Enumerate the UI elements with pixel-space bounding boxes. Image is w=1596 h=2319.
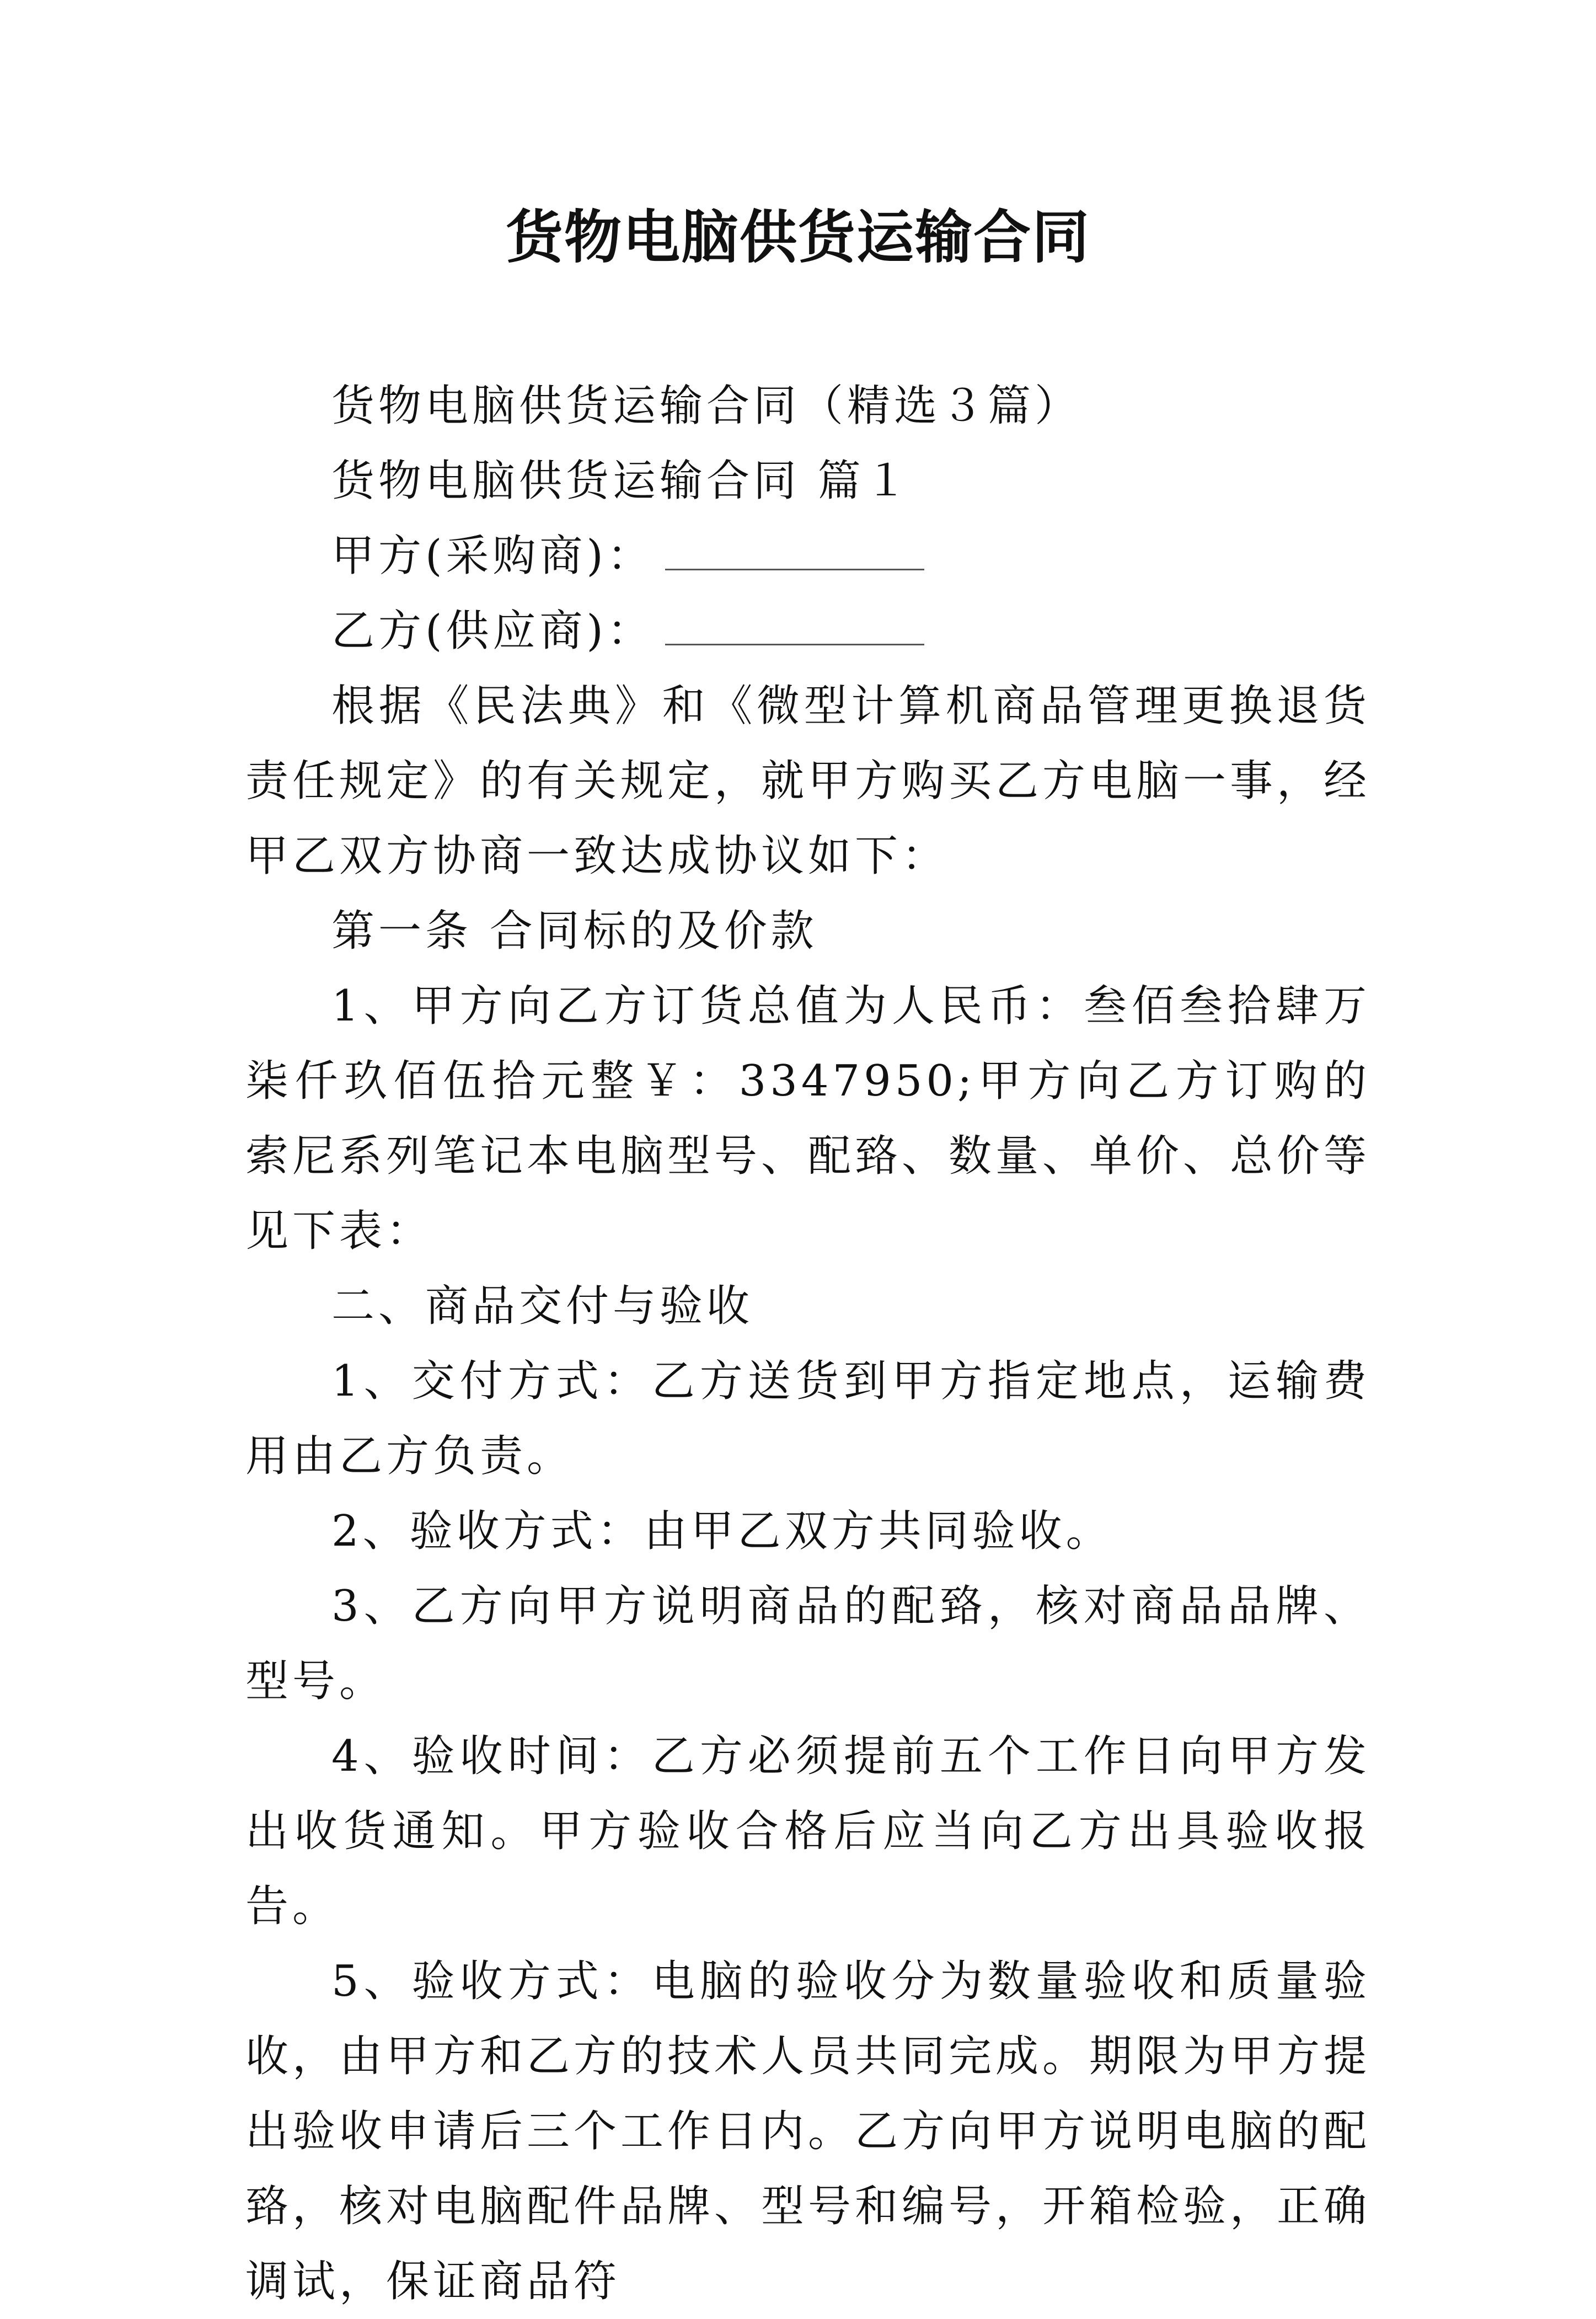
section2-heading: 二、商品交付与验收 — [331, 1281, 754, 1331]
article1-heading: 第一条 合同标的及价款 — [331, 906, 818, 956]
section2-item2: 2、验收方式：由甲乙双方共同验收。 — [331, 1506, 1113, 1556]
party-a-line — [245, 519, 1370, 594]
document-body — [245, 368, 1370, 2319]
preamble-paragraph: 根据《民法典》和《微型计算机商品管理更换退货责任规定》的有关规定，就甲方购买乙方电脑一事，经甲乙双方协商一致达成协议如下： — [245, 681, 1371, 881]
section-heading: 货物电脑供货运输合同 篇１ — [331, 456, 912, 506]
section2-item4: 4、验收时间：乙方必须提前五个工作日向甲方发出收货通知。甲方验收合格后应当向乙方出具验收报告。 — [245, 1732, 1370, 1931]
document-title: 货物电脑供货运输合同 — [505, 204, 1090, 271]
document-subtitle: 货物电脑供货运输合同（精选３篇） — [331, 381, 1082, 431]
section2-item3: 3、乙方向甲方说明商品的配臵，核对商品品牌、型号。 — [245, 1581, 1370, 1706]
party-a-blank — [665, 530, 924, 570]
section2-item5: 5、验收方式：电脑的验收分为数量验收和质量验收，由甲方和乙方的技术人员共同完成。期限为甲方提出验收申请后三个工作日内。乙方向甲方说明电脑的配臵，核对电脑配件品牌、型号和编号，开箱检验，正确调试，保证商品符 — [245, 1957, 1371, 2306]
party-b-label: 乙方(供应商)： — [331, 606, 654, 656]
party-b-blank — [665, 605, 924, 645]
article1-item1: 1、甲方向乙方订货总值为人民币：叁佰叁拾肆万柒仟玖佰伍拾元整￥：3347950;甲方向乙方订购的索尼系列笔记本电脑型号、配臵、数量、单价、总价等见下表： — [245, 981, 1371, 1256]
party-b-line — [245, 594, 1370, 669]
party-a-label: 甲方(采购商)： — [331, 531, 654, 581]
section2-item1: 1、交付方式：乙方送货到甲方指定地点，运输费用由乙方负责。 — [245, 1356, 1370, 1481]
